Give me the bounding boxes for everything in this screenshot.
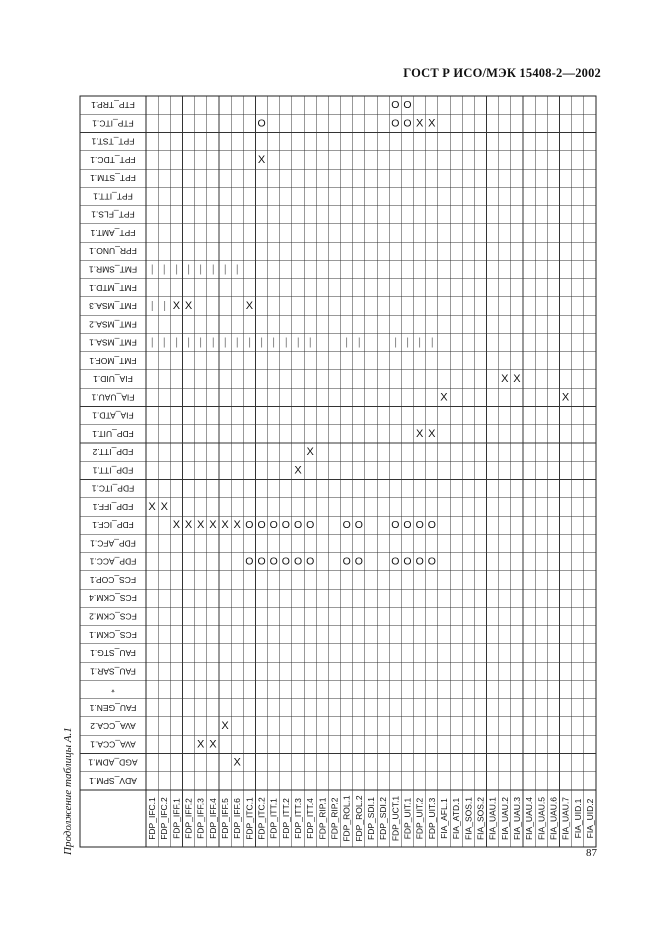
column-header: AVA_CCA.2 xyxy=(90,721,136,732)
column-header: FPT_TST.1 xyxy=(91,136,135,147)
row-header: FDP_SDI.1 xyxy=(366,797,376,840)
row-header: FDP_ITT.1 xyxy=(268,798,279,839)
column-header: FPT_ITT.1 xyxy=(93,191,133,202)
row-header: FDP_IFF.5 xyxy=(220,798,231,839)
mark-o: O xyxy=(427,555,436,568)
mark-o: O xyxy=(403,99,412,112)
mark-o: O xyxy=(354,555,363,568)
column-header: FCS_COP.1 xyxy=(89,574,137,585)
mark-dash: — xyxy=(414,337,426,348)
column-header: AVA_CCA.1 xyxy=(90,739,136,750)
row-header: FDP_UCT.1 xyxy=(390,795,401,842)
mark-dash: — xyxy=(183,264,195,275)
column-header: AGD_ADM.1 xyxy=(88,757,138,768)
column-header: FCS_CKM.4 xyxy=(89,593,137,604)
row-header: FDP_ITT.3 xyxy=(293,798,304,839)
column-header: FAU_SAR.1 xyxy=(90,666,136,677)
row-header: FIA_UAU.6 xyxy=(548,797,559,840)
mark-o: O xyxy=(391,519,400,532)
column-header: FIA_UID.1 xyxy=(93,374,133,385)
mark-dash: — xyxy=(195,264,207,275)
column-header: FDP_UIT.1 xyxy=(92,428,134,439)
mark-o: O xyxy=(415,555,424,568)
mark-o: O xyxy=(257,117,266,130)
row-header: FDP_RIP.2 xyxy=(329,797,340,840)
mark-o: O xyxy=(293,555,303,568)
mark-o: O xyxy=(269,555,278,568)
mark-x: X xyxy=(148,500,156,513)
row-header: FIA_SOS.1 xyxy=(463,797,474,840)
mark-dash: — xyxy=(389,337,401,348)
row-header: FDP_ROL.1 xyxy=(341,795,352,842)
mark-x: X xyxy=(415,427,424,440)
mark-dash: — xyxy=(231,337,243,348)
mark-o: O xyxy=(245,519,254,532)
column-header: FDP_IFF.1 xyxy=(92,501,134,512)
mark-x: X xyxy=(209,738,217,751)
mark-dash: — xyxy=(146,264,158,275)
row-header: FIA_UAU.3 xyxy=(511,797,522,840)
column-header: FPT_FLS.1 xyxy=(91,209,135,220)
mark-o: O xyxy=(269,519,278,532)
mark-o: O xyxy=(257,519,266,532)
mark-x: X xyxy=(233,519,241,532)
row-header: FIA_ATD.1 xyxy=(451,797,462,840)
mark-dash: — xyxy=(158,337,170,348)
column-header: ADV_SPM.1 xyxy=(89,775,137,786)
mark-o: O xyxy=(281,555,290,568)
row-header: FDP_IFF.4 xyxy=(207,798,218,839)
column-header: FDP_ITT.1 xyxy=(92,465,134,476)
mark-o: O xyxy=(257,555,266,568)
mark-o: O xyxy=(293,519,303,532)
mark-x: X xyxy=(513,373,521,386)
column-header: FDP_ACC.1 xyxy=(89,556,137,567)
column-header: * xyxy=(111,684,115,695)
mark-o: O xyxy=(391,555,400,568)
column-header: FDP_AFC.1 xyxy=(90,538,136,549)
mark-x: X xyxy=(440,391,448,404)
row-header: FDP_SDI.2 xyxy=(378,797,389,840)
column-header: FMT_SMR.1 xyxy=(88,264,138,275)
column-header: FMT_MOF.1 xyxy=(89,355,137,366)
mark-dash: — xyxy=(146,337,158,348)
mark-x: X xyxy=(294,464,302,477)
mark-o: O xyxy=(403,555,412,568)
mark-dash: — xyxy=(268,337,280,348)
mark-x: X xyxy=(245,300,254,313)
column-header: FMT_MSA.1 xyxy=(89,337,137,348)
mark-x: X xyxy=(257,153,266,166)
column-header: FDP_ITC.1 xyxy=(91,483,135,494)
column-header: FDP_ITT.2 xyxy=(92,447,134,458)
mark-x: X xyxy=(209,519,217,532)
row-header: FDP_IFC.2 xyxy=(159,797,170,840)
mark-dash: — xyxy=(401,337,413,348)
row-header: FIA_UAU.1 xyxy=(487,797,498,840)
column-header: FPT_AMT.1 xyxy=(90,227,136,238)
column-header: FMT_MTD.1 xyxy=(89,282,137,293)
row-header: FDP_UIT.1 xyxy=(402,797,413,840)
table-caption: Продолжение таблицы А.1 xyxy=(62,727,74,855)
row-header: FIA_UAU.5 xyxy=(536,797,547,840)
mark-dash: — xyxy=(207,264,219,275)
mark-o: O xyxy=(245,555,254,568)
mark-dash: — xyxy=(170,264,182,275)
row-header: FDP_ROL.2 xyxy=(353,795,364,842)
mark-dash: — xyxy=(146,301,158,312)
column-header: FMT_MSA.2 xyxy=(89,319,137,330)
mark-x: X xyxy=(415,117,424,130)
mark-dash: — xyxy=(219,337,231,348)
mark-x: X xyxy=(233,756,241,769)
table-border xyxy=(80,96,596,847)
row-header: FDP_IFF.2 xyxy=(183,798,194,839)
mark-dash: — xyxy=(195,337,207,348)
mark-o: O xyxy=(306,519,315,532)
mark-dash: — xyxy=(292,337,304,348)
mark-dash: — xyxy=(231,264,243,275)
mark-dash: — xyxy=(158,264,170,275)
mark-o: O xyxy=(403,117,412,130)
mark-x: X xyxy=(561,391,570,404)
row-header: FDP_IFF.6 xyxy=(232,798,243,839)
row-header: FIA_UAU.4 xyxy=(524,797,535,840)
mark-x: X xyxy=(184,519,193,532)
mark-dash: — xyxy=(304,337,316,348)
mark-x: X xyxy=(172,519,181,532)
column-header: FPT_TDC.1 xyxy=(90,154,136,165)
mark-x: X xyxy=(501,373,509,386)
row-header: FDP_ITT.2 xyxy=(280,798,291,839)
mark-dash: — xyxy=(183,337,195,348)
mark-dash: — xyxy=(158,301,170,312)
column-header: FPR_UNO.1 xyxy=(89,246,137,257)
row-header: FIA_SOS.2 xyxy=(475,797,486,840)
row-header: FDP_IFF.1 xyxy=(171,798,182,839)
mark-dash: — xyxy=(219,264,231,275)
column-header: FPT_STM.1 xyxy=(90,173,136,184)
row-header: FDP_UIT.3 xyxy=(426,797,437,840)
mark-o: O xyxy=(342,555,351,568)
column-header: FTP_ITC.1 xyxy=(92,118,134,129)
row-header: FDP_IFF.3 xyxy=(195,798,206,839)
row-header: FDP_UIT.2 xyxy=(414,797,425,840)
mark-o: O xyxy=(391,99,400,112)
mark-dash: — xyxy=(280,337,292,348)
mark-o: O xyxy=(306,555,315,568)
mark-x: X xyxy=(306,446,314,459)
mark-x: X xyxy=(160,500,168,513)
mark-dash: — xyxy=(170,337,182,348)
column-header: FDP_ICF.1 xyxy=(92,520,134,531)
row-header: FIA_UAU.7 xyxy=(560,797,571,840)
mark-x: X xyxy=(221,720,229,733)
row-header: FDP_IFC.1 xyxy=(147,797,158,840)
column-header: FMT_MSA.3 xyxy=(89,301,137,312)
mark-dash: — xyxy=(353,337,365,348)
mark-o: O xyxy=(415,519,424,532)
column-header: FIA_ATD.1 xyxy=(92,410,134,421)
mark-dash: — xyxy=(207,337,219,348)
row-header: FIA_UID.1 xyxy=(572,798,583,839)
mark-o: O xyxy=(281,519,290,532)
column-header: FTP_TRP.1 xyxy=(91,100,135,111)
mark-dash: — xyxy=(243,337,255,348)
mark-o: O xyxy=(403,519,412,532)
row-header: FIA_UID.2 xyxy=(584,798,595,839)
column-header: FAU_STG.1 xyxy=(90,648,136,659)
row-header: FDP_ITT.4 xyxy=(305,798,316,839)
mark-dash: — xyxy=(426,337,438,348)
row-header: FDP_ITC.2 xyxy=(256,797,267,840)
column-header: FCS_CKM.1 xyxy=(89,629,137,640)
mark-x: X xyxy=(172,300,181,313)
mark-o: O xyxy=(391,117,400,130)
mark-x: X xyxy=(428,427,436,440)
mark-dash: — xyxy=(256,337,268,348)
mark-o: O xyxy=(342,519,351,532)
mark-x: X xyxy=(428,117,436,130)
mark-dash: — xyxy=(341,337,353,348)
mark-o: O xyxy=(354,519,363,532)
row-header: FIA_AFL.1 xyxy=(438,798,449,839)
column-header: FAU_GEN.1 xyxy=(89,702,137,713)
row-header: FIA_UAU.2 xyxy=(499,797,510,840)
mark-x: X xyxy=(221,519,229,532)
column-header: FCS_CKM.2 xyxy=(89,611,137,622)
page-number: 87 xyxy=(586,847,597,859)
mark-o: O xyxy=(427,519,436,532)
row-header: FDP_ITC.1 xyxy=(244,797,255,840)
column-header: FIA_UAU.1 xyxy=(91,392,135,403)
mark-x: X xyxy=(197,519,205,532)
row-header: FDP_RIP.1 xyxy=(317,797,328,840)
mark-x: X xyxy=(184,300,193,313)
mark-x: X xyxy=(197,738,205,751)
document-header: ГОСТ Р ИСО/МЭК 15408-2—2002 xyxy=(403,66,601,80)
